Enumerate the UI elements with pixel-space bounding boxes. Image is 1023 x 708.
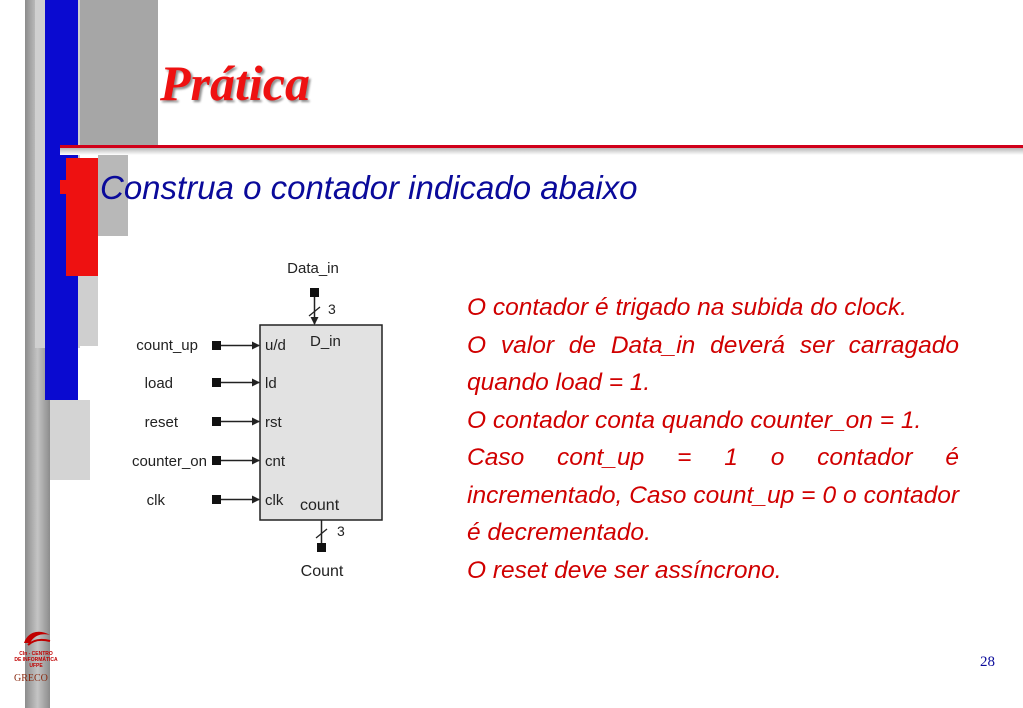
description-line: O valor de Data_in deverá ser carragado quando load = 1. [467,331,959,396]
input-label-clk: clk [146,492,165,509]
page-number: 28 [980,654,995,670]
count-port-label: count [300,497,340,514]
description-line: O reset deve ser assíncrono. [467,556,782,584]
input-pin-load [212,378,221,387]
input-pin-reset [212,417,221,426]
input-label-count-up: count_up [136,337,198,354]
data-in-label: Data_in [287,260,339,277]
port-label-ld: ld [265,375,277,392]
title-underline-shadow [60,148,1023,155]
input-pin-counter-on [212,456,221,465]
decor-red-block [66,158,98,276]
description-line: Caso cont_up = 1 o contador é incrementado, Caso count_up = 0 o contador é decrementado. [467,444,959,546]
port-label-u-d: u/d [265,337,286,354]
input-label-load: load [144,375,173,392]
logo-caption [10,651,62,669]
input-pin-count-up [212,341,221,350]
slide-title: Prática [160,55,310,111]
port-label-clk: clk [265,492,284,509]
description-block [467,289,959,589]
count-output-label: Count [300,563,344,580]
port-label-cnt: cnt [265,453,286,470]
cin-logo-icon [20,625,54,649]
counter-diagram [95,250,415,590]
logo-caption-line: CIn - CENTRO [19,651,53,657]
bullet-square-icon [60,180,74,194]
description-line: O contador é trigado na subida do clock. [467,294,907,321]
logo-caption-line: UFPE [29,663,43,669]
input-label-reset: reset [144,414,178,431]
decor-gray-block-lower [50,400,90,480]
port-label-rst: rst [265,414,282,431]
data-in-width: 3 [328,301,336,317]
decor-gray-band-wide [80,0,158,145]
count-width: 3 [337,523,345,539]
greco-label: GRECO [14,673,48,684]
d-in-port-label: D_in [310,333,341,350]
count-out-pin [317,543,326,552]
data-in-pin [310,288,319,297]
input-pin-clk [212,495,221,504]
input-label-counter-on: counter_on [131,453,207,470]
logo-caption-line: DE INFORMÁTICA [14,657,58,663]
description-line: O contador conta quando counter_on = 1. [467,406,922,434]
bullet-text: Construa o contador indicado abaixo [100,169,638,206]
